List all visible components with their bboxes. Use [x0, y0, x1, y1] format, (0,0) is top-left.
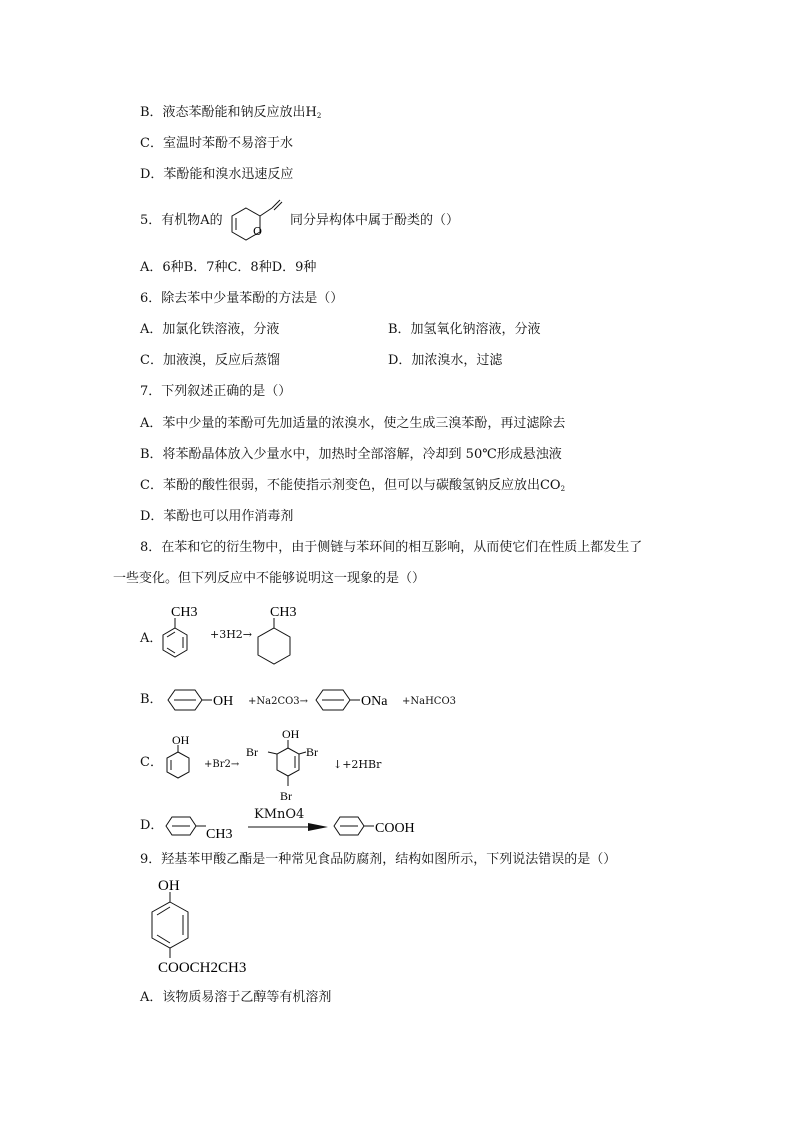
q8-c-reagent: +Br2→	[204, 759, 240, 770]
q8-d-reagent: KMnO4	[254, 807, 305, 822]
q8-d-label: D．	[140, 818, 164, 833]
q8-c-br-left-bond	[268, 752, 277, 754]
q8-c-label: C．	[140, 755, 163, 770]
q4-option-b	[140, 104, 321, 125]
q7-option-c-text: C．苯酚的酸性很弱，不能使指示剂变色，但可以与碳酸氢钠反应放出CO	[140, 478, 561, 493]
q8-d-arrow	[246, 822, 330, 832]
q8-d-arrow-head	[308, 823, 328, 831]
q8-d-cooh: COOH	[375, 821, 415, 836]
q8-a-reagent: +3H2→	[210, 628, 253, 641]
q5-pyran-structure	[228, 196, 292, 248]
q5-options: A．6种B．7种C．8种D．9种	[140, 260, 317, 275]
q8-c-br-bottom: Br	[280, 789, 292, 803]
q8-c-tribromophenol	[244, 724, 334, 810]
q8-b-reagent: +Na2CO3→	[248, 696, 309, 707]
q4-option-d: D．苯酚能和溴水迅速反应	[140, 167, 294, 182]
q6-option-d: D．加浓溴水，过滤	[388, 353, 503, 368]
q8-b-label: B．	[140, 692, 163, 707]
q4-option-b-text: B．液态苯酚能和钠反应放出H	[140, 105, 317, 120]
q8-c-ring-left	[167, 752, 189, 778]
q8-c-br-right-bond	[299, 752, 306, 754]
q4-option-c: C．室温时苯酚不易溶于水	[140, 136, 293, 151]
q9-option-a: A．该物质易溶于乙醇等有机溶剂	[140, 990, 332, 1005]
q8-c-oh-left: OH	[172, 733, 190, 747]
q6-stem: 6．除去苯中少量苯酚的方法是（）	[140, 291, 344, 306]
q8-stem-line1: 8．在苯和它的衍生物中，由于侧链与苯环间的相互影响，从而使它们在性质上都发生了	[140, 540, 643, 555]
q8-b-oh: OH	[213, 694, 234, 709]
q8-c-br-right: Br	[306, 745, 318, 759]
q7-option-d: D．苯酚也可以用作消毒剂	[140, 509, 294, 524]
q8-c-phenol	[160, 730, 200, 786]
q8-c-oh-right: OH	[282, 727, 300, 741]
q8-a-methylcyclohexane	[254, 600, 304, 678]
q9-oh: OH	[158, 878, 180, 894]
q5-ring-oxygen: O	[253, 225, 263, 238]
q8-d-benzoic-acid	[328, 814, 432, 842]
q8-a-toluene	[155, 600, 205, 670]
q8-b-phenol	[160, 686, 246, 714]
q8-c-product2: ↓+2HBr	[333, 758, 382, 771]
q7-option-c-sub: 2	[560, 485, 566, 493]
q9-ethylparaben-structure	[140, 872, 270, 978]
q7-option-b: B．将苯酚晶体放入少量水中，加热时全部溶解，冷却到 50℃形成悬浊液	[140, 447, 562, 462]
q8-c-br-left: Br	[246, 745, 258, 759]
q8-a-ring-bond-2	[167, 632, 175, 637]
q5-side-chain-double	[274, 202, 282, 210]
q8-a-cyclohexane-ring	[258, 628, 290, 664]
q5-side-chain	[260, 208, 272, 216]
q8-a-ch3-left: CH3	[171, 605, 198, 620]
q4-option-b-sub: 2	[316, 112, 322, 120]
q5-stem-suffix: 同分异构体中属于酚类的（）	[290, 213, 460, 228]
q5-side-chain-2	[272, 200, 280, 208]
q8-d-toluene	[160, 814, 244, 842]
q7-stem: 7．下列叙述正确的是（）	[140, 384, 292, 399]
q7-option-a: A．苯中少量的苯酚可先加适量的浓溴水，使之生成三溴苯酚，再过滤除去	[140, 416, 566, 431]
q9-ester-group: COOCH2CH3	[158, 960, 247, 976]
q6-option-b: B．加氢氧化钠溶液，分液	[388, 322, 541, 337]
q8-b-ona: ONa	[361, 694, 388, 709]
q8-stem-line2: 一些变化。但下列反应中不能够说明这一现象的是（）	[113, 571, 426, 586]
q8-a-ring-bond-3	[167, 648, 175, 653]
q9-stem: 9．羟基苯甲酸乙酯是一种常见食品防腐剂，结构如图所示，下列说法错误的是（）	[140, 852, 617, 867]
q8-d-ch3: CH3	[206, 827, 233, 842]
q5-stem-prefix: 5．有机物A的	[140, 213, 223, 228]
q6-option-a: A．加氯化铁溶液，分液	[140, 322, 280, 337]
q6-option-c: C．加液溴，反应后蒸馏	[140, 353, 280, 368]
q8-c-ring-right	[277, 748, 299, 776]
q7-option-c	[140, 477, 565, 498]
q8-a-label: A．	[140, 631, 163, 646]
q8-b-product2: +NaHCO3	[402, 696, 457, 707]
q8-b-sodium-phenoxide	[308, 686, 406, 714]
q8-a-ch3-right: CH3	[270, 605, 297, 620]
